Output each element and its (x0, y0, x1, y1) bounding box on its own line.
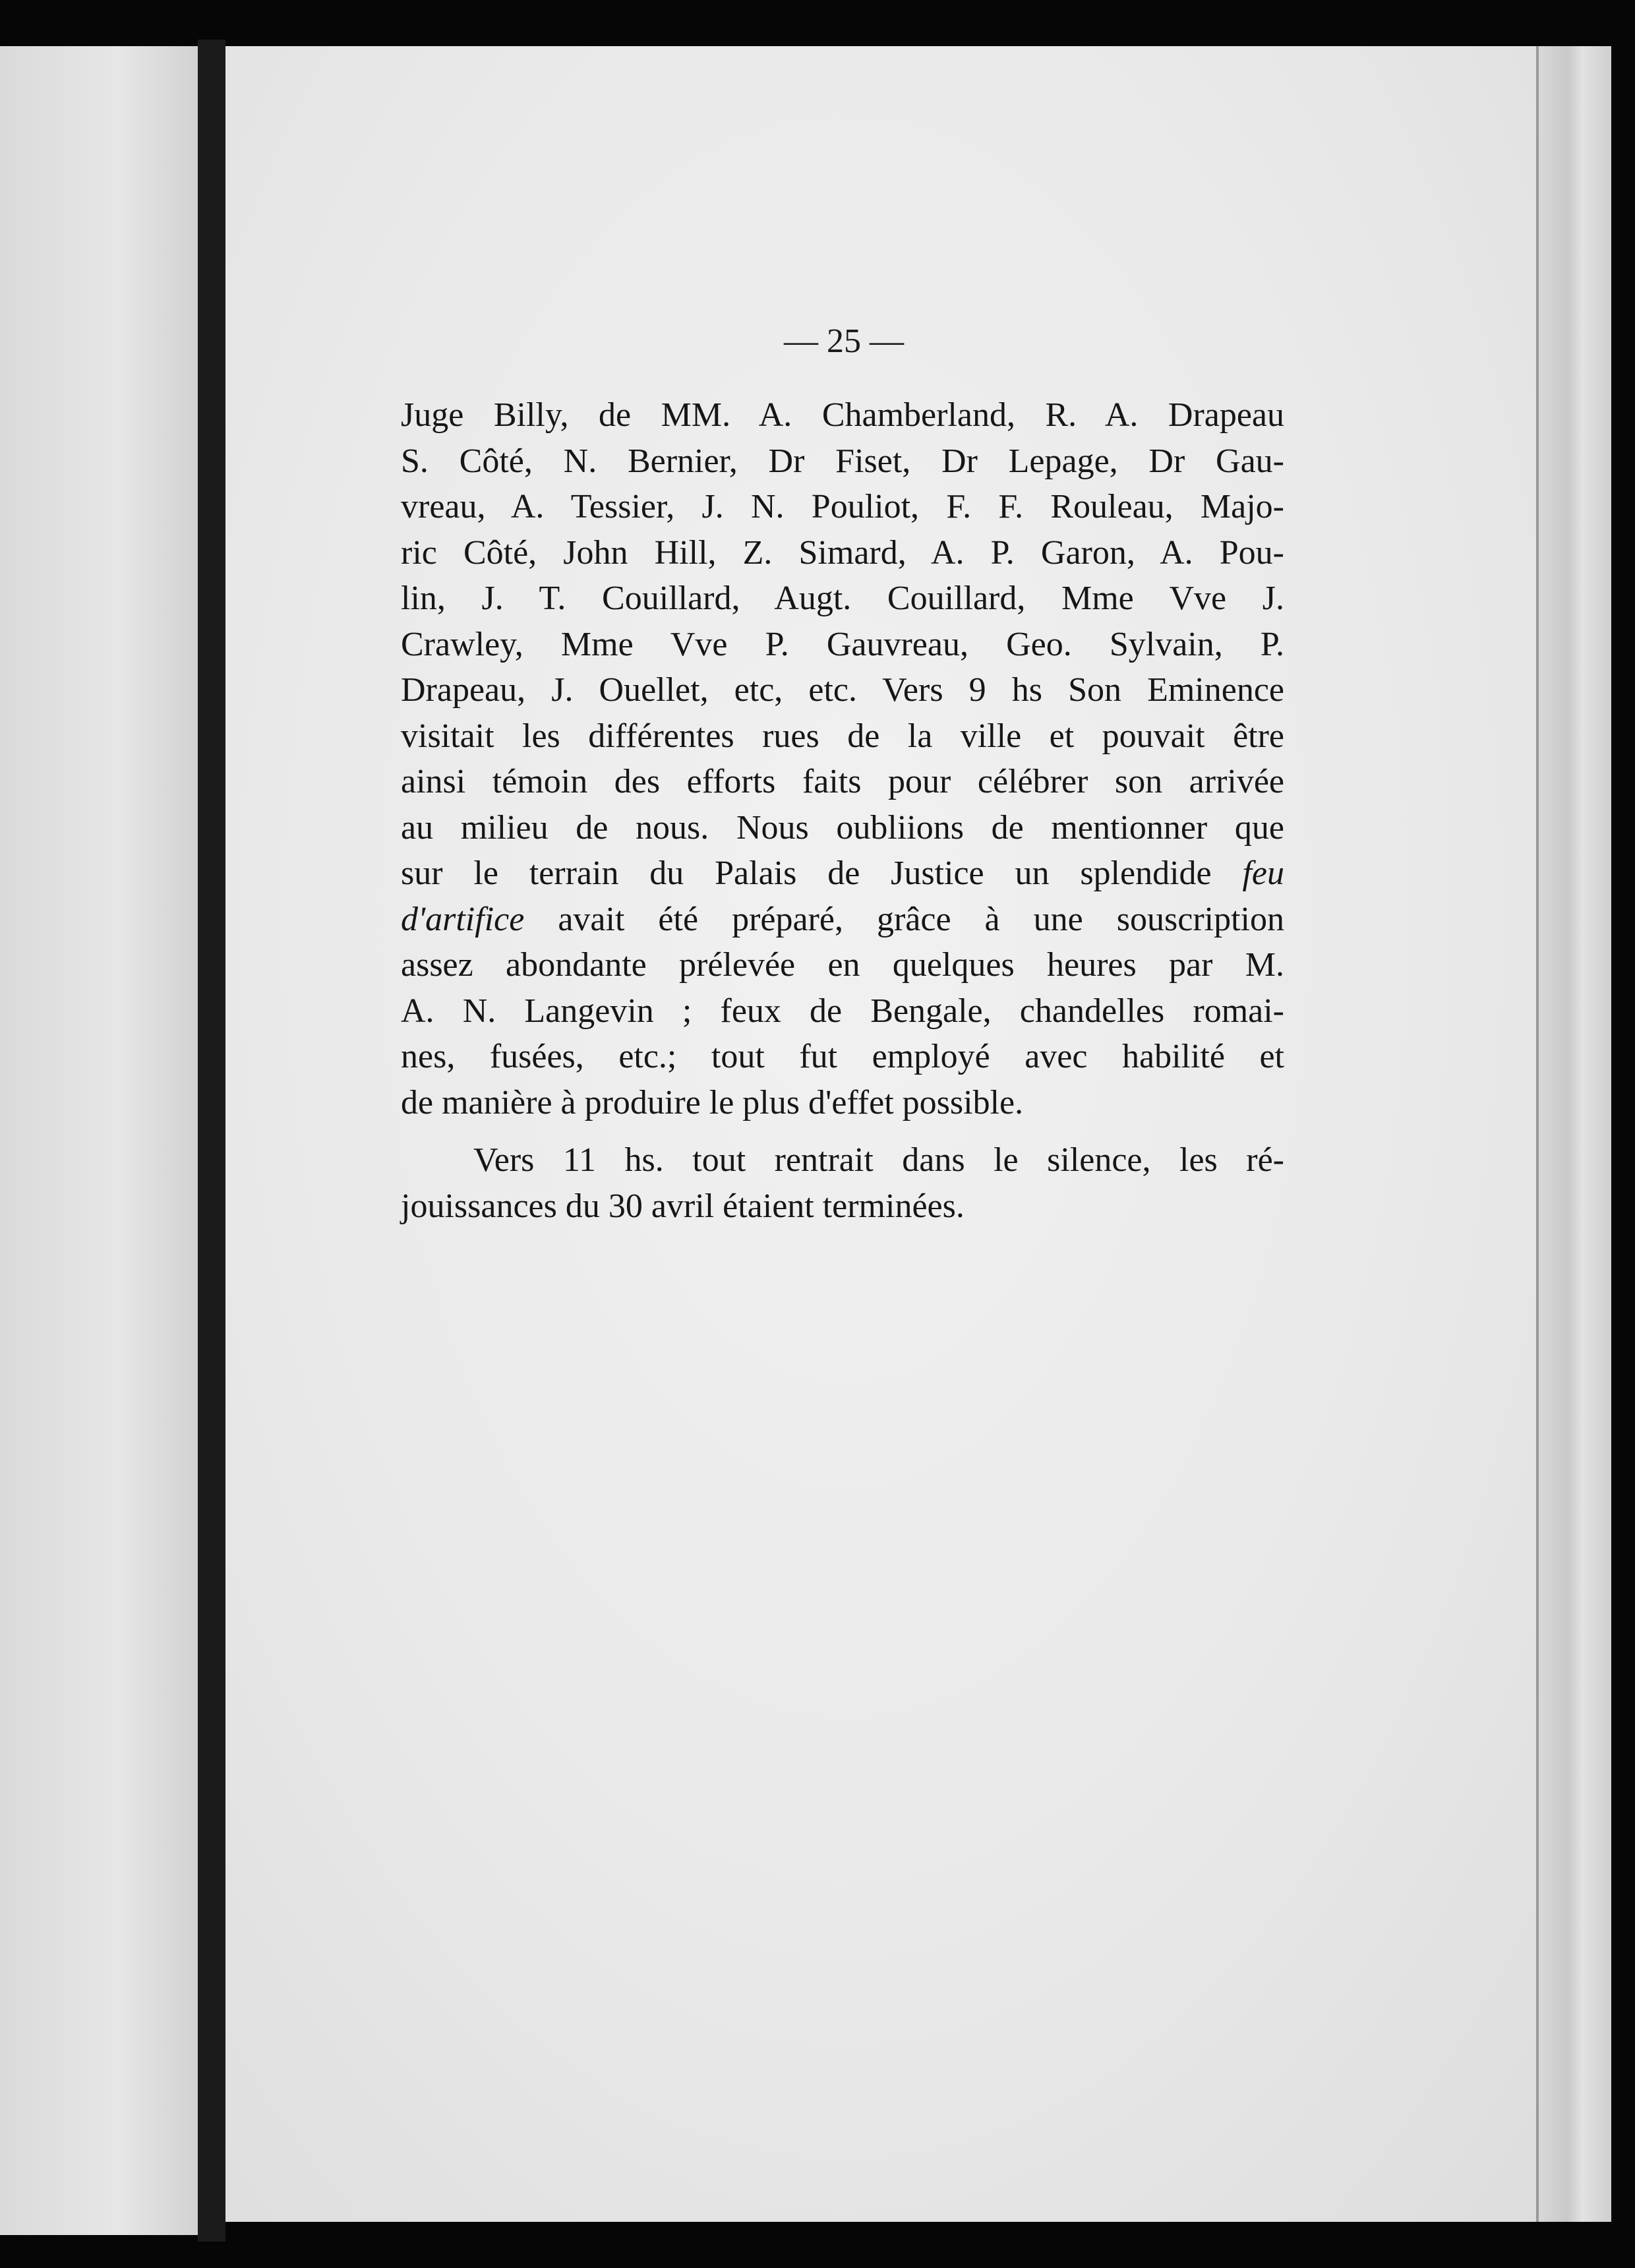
text-line (401, 897, 1284, 943)
text-line: Vers 11 hs. tout rentrait dans le silence, les ré- (473, 1141, 1284, 1179)
text-line: jouissances du 30 avril étaient terminées. (401, 1187, 965, 1225)
text-line: Drapeau, J. Ouellet, etc, etc. Vers 9 hs Son Eminence (401, 671, 1284, 709)
text-line: vreau, A. Tessier, J. N. Pouliot, F. F. Rouleau, Majo- (401, 488, 1284, 525)
text-line: assez abondante prélevée en quelques heures par M. (401, 946, 1284, 984)
book-gutter (198, 40, 225, 2242)
text-line: visitait les différentes rues de la ville et pouvait être (401, 717, 1284, 755)
text-line: lin, J. T. Couillard, Augt. Couillard, Mme Vve J. (401, 580, 1284, 617)
italic-text: feu (1242, 854, 1284, 892)
italic-text: d'artifice (401, 900, 525, 938)
text-line: Juge Billy, de MM. A. Chamberland, R. A. Drapeau (401, 396, 1284, 434)
text-line: nes, fusées, etc.; tout fut employé avec habilité et (401, 1038, 1284, 1075)
body-text (401, 392, 1284, 1229)
page-edge (1536, 46, 1611, 2222)
text-fragment: sur le terrain du Palais de Justice un splendide (401, 854, 1212, 892)
text-fragment: avait été préparé, grâce à une souscription (558, 900, 1284, 938)
text-line: S. Côté, N. Bernier, Dr Fiset, Dr Lepage, Dr Gau- (401, 442, 1284, 480)
page-number: — 25 — (784, 322, 904, 360)
text-line: ainsi témoin des efforts faits pour célébrer son arrivée (401, 763, 1284, 800)
paragraph-gap (401, 1125, 1284, 1137)
text-line: au milieu de nous. Nous oubliions de mentionner que (401, 808, 1284, 847)
text-line (401, 850, 1284, 897)
text-line: ric Côté, John Hill, Z. Simard, A. P. Garon, A. Pou- (401, 533, 1284, 572)
adjacent-page (0, 46, 198, 2235)
text-line: de manière à produire le plus d'effet possible. (401, 1083, 1024, 1121)
text-line: A. N. Langevin ; feux de Bengale, chandelles romai- (401, 992, 1284, 1030)
text-line: Crawley, Mme Vve P. Gauvreau, Geo. Sylvain, P. (401, 625, 1284, 663)
